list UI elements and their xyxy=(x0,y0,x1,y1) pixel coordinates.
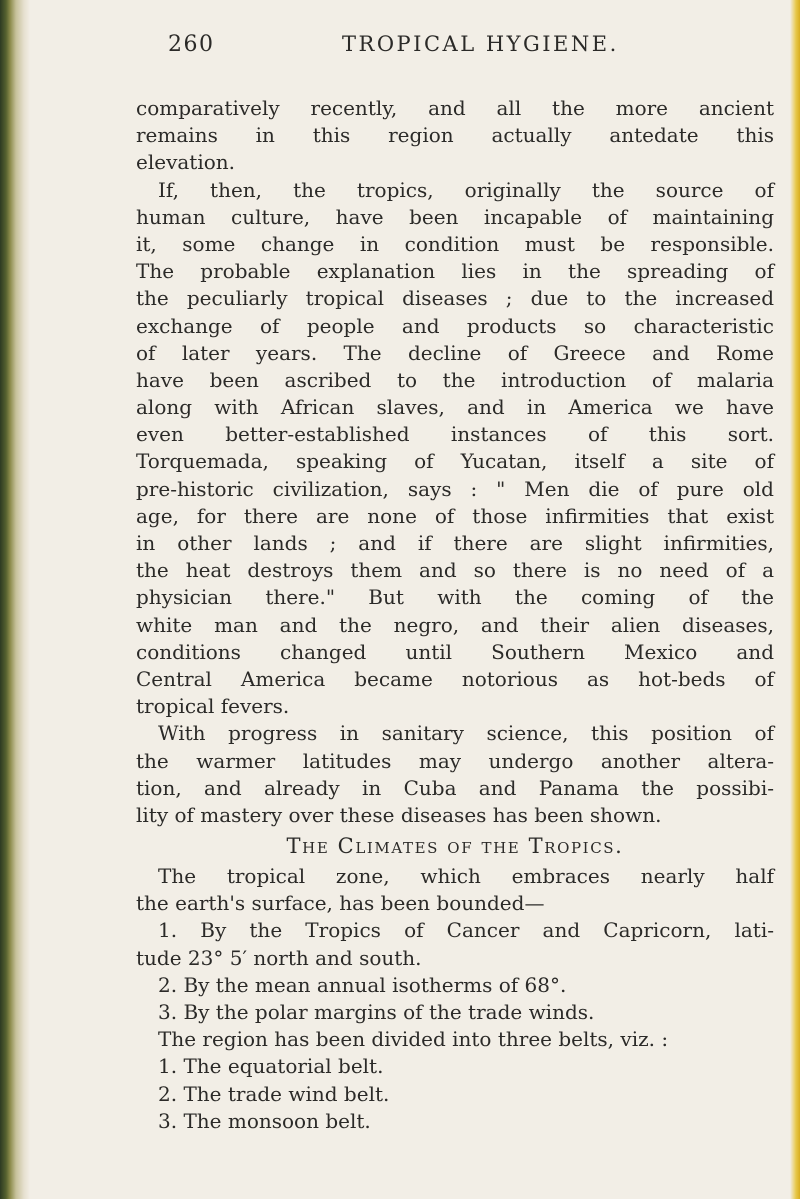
text-line: conditions changed until Southern Mexico and xyxy=(136,639,774,664)
text-line: in other lands ; and if there are slight infirmities, xyxy=(136,531,774,555)
page-number: 260 xyxy=(168,32,215,57)
text-line: 3. The monsoon belt. xyxy=(158,1108,371,1133)
text-line: 2. The trade wind belt. xyxy=(158,1081,390,1106)
text-line: The tropical zone, which embraces nearly half xyxy=(158,864,774,889)
text-line: even better-established instances of this sort. xyxy=(136,422,774,447)
page-edge-right xyxy=(790,0,800,1199)
text-line: The region has been divided into three belts, viz. : xyxy=(158,1027,669,1052)
page-body xyxy=(136,95,774,1135)
main-text xyxy=(136,95,774,829)
text-line: the peculiarly tropical diseases ; due to the increased xyxy=(136,286,774,311)
text-line: If, then, the tropics, originally the source of xyxy=(158,177,774,202)
section-heading: The Climates of the Tropics. xyxy=(286,834,624,859)
page-header xyxy=(168,32,768,64)
text-line: tion, and already in Cuba and Panama the possibi- xyxy=(136,775,774,800)
text-line: tropical fevers. xyxy=(136,694,290,719)
text-line: have been ascribed to the introduction of malaria xyxy=(136,367,774,392)
text-line: 2. By the mean annual isotherms of 68°. xyxy=(158,972,567,997)
text-line: of later years. The decline of Greece and Rome xyxy=(136,340,774,365)
text-line: 1. By the Tropics of Cancer and Capricorn, lati- xyxy=(158,918,774,943)
text-line: white man and the negro, and their alien diseases, xyxy=(136,612,774,637)
text-line: along with African slaves, and in America we have xyxy=(136,395,774,420)
text-line: the heat destroys them and so there is no need of a xyxy=(136,558,774,583)
text-line: Torquemada, speaking of Yucatan, itself a site of xyxy=(136,449,774,474)
text-line: the warmer latitudes may undergo another altera- xyxy=(136,748,774,773)
text-line: Central America became notorious as hot-beds of xyxy=(136,666,774,691)
running-head: TROPICAL HYGIENE. xyxy=(342,32,619,56)
text-line: comparatively recently, and all the more ancient xyxy=(136,96,774,120)
page-edge-left xyxy=(0,0,30,1199)
text-line: human culture, have been incapable of maintaining xyxy=(136,204,774,229)
text-line: physician there." But with the coming of the xyxy=(136,585,774,610)
text-line: 1. The equatorial belt. xyxy=(158,1054,384,1079)
text-line: exchange of people and products so characteristic xyxy=(136,313,774,338)
text-line: tude 23° 5′ north and south. xyxy=(136,945,422,970)
text-line: pre-historic civilization, says : " Men die of pure old xyxy=(136,476,774,501)
text-line: The probable explanation lies in the spreading of xyxy=(136,259,774,284)
text-line: lity of mastery over these diseases has been shown. xyxy=(136,802,662,827)
text-line: the earth's surface, has been bounded— xyxy=(136,891,545,916)
text-line: elevation. xyxy=(136,150,236,175)
section-text xyxy=(136,863,774,1135)
text-line: age, for there are none of those infirmities that exist xyxy=(136,503,774,528)
text-line: 3. By the polar margins of the trade winds. xyxy=(158,1000,595,1024)
text-line: remains in this region actually antedate this xyxy=(136,123,774,148)
text-line: With progress in sanitary science, this position of xyxy=(158,721,774,746)
text-line: it, some change in condition must be responsible. xyxy=(136,231,774,256)
